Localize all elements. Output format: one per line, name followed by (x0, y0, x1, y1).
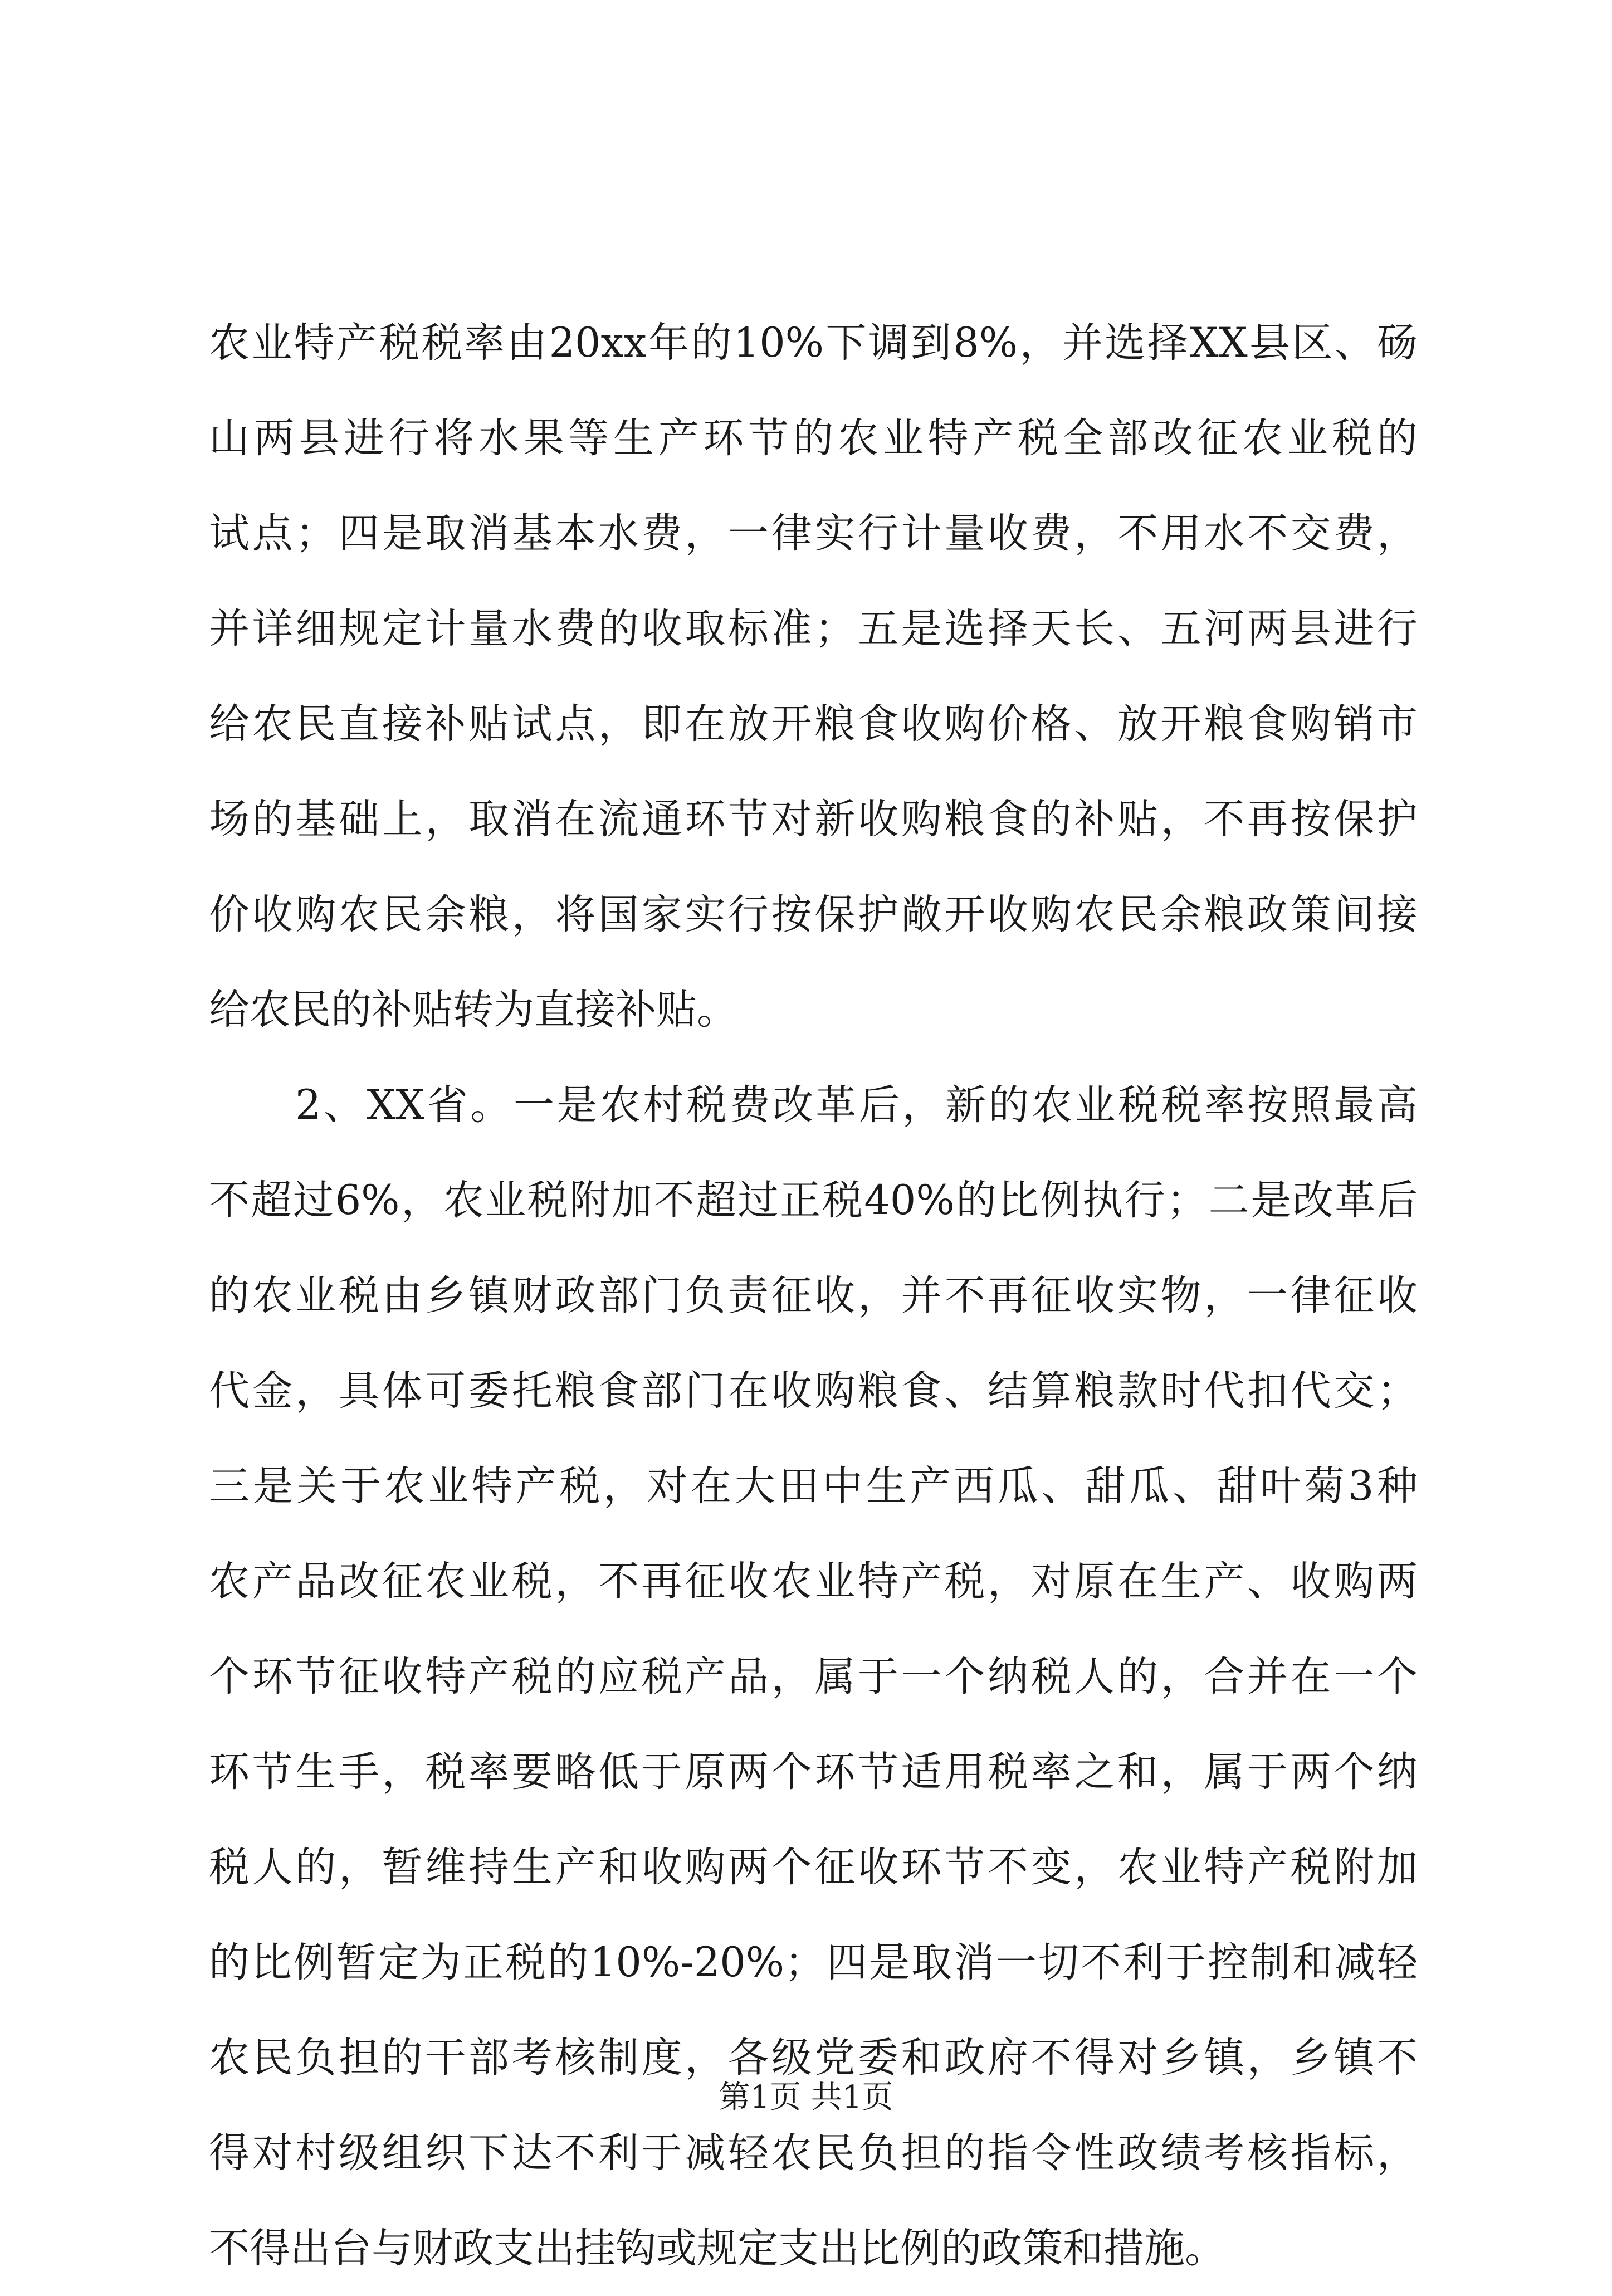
paragraph-1 (209, 295, 1418, 1057)
text-line: 税人的，暂维持生产和收购两个征收环节不变，农业特产税附加 (209, 1844, 1418, 1891)
text-line: 不超过6%，农业税附加不超过正税40%的比例执行；二是改革后 (209, 1177, 1418, 1224)
text-line: 2、XX省。一是农村税费改革后，新的农业税税率按照最高 (295, 1081, 1418, 1129)
text-line: 不得出台与财政支出挂钩或规定支出比例的政策和措施。 (209, 2225, 1225, 2272)
text-line: 得对村级组织下达不利于减轻农民负担的指令性政绩考核指标， (209, 2129, 1418, 2177)
text-line: 并详细规定计量水费的收取标准；五是选择天长、五河两县进行 (209, 605, 1418, 652)
text-line: 场的基础上，取消在流通环节对新收购粮食的补贴，不再按保护 (209, 796, 1418, 843)
text-line: 农产品改征农业税，不再征收农业特产税，对原在生产、收购两 (209, 1558, 1418, 1605)
text-line: 给农民的补贴转为直接补贴。 (209, 986, 737, 1034)
text-line: 的农业税由乡镇财政部门负责征收，并不再征收实物，一律征收 (209, 1272, 1418, 1319)
text-line: 价收购农民余粮，将国家实行按保护敞开收购农民余粮政策间接 (209, 891, 1418, 938)
text-line: 环节生手，税率要略低于原两个环节适用税率之和，属于两个纳 (209, 1748, 1418, 1796)
text-line: 给农民直接补贴试点，即在放开粮食收购价格、放开粮食购销市 (209, 700, 1418, 748)
text-line: 农业特产税税率由20xx年的10%下调到8%，并选择XX县区、砀 (209, 319, 1418, 367)
text-line: 的比例暂定为正税的10%-20%；四是取消一切不利于控制和减轻 (209, 1939, 1418, 1986)
text-line: 三是关于农业特产税，对在大田中生产西瓜、甜瓜、甜叶菊3种 (209, 1463, 1418, 1510)
text-line: 代金，具体可委托粮食部门在收购粮食、结算粮款时代扣代交； (209, 1367, 1418, 1415)
text-line: 试点；四是取消基本水费，一律实行计量收费，不用水不交费， (209, 510, 1418, 557)
page-number-footer: 第1页 共1页 (719, 2079, 893, 2115)
text-line: 个环节征收特产税的应税产品，属于一个纳税人的，合并在一个 (209, 1653, 1418, 1700)
text-line: 农民负担的干部考核制度，各级党委和政府不得对乡镇，乡镇不 (209, 2034, 1418, 2081)
text-line: 山两县进行将水果等生产环节的农业特产税全部改征农业税的 (209, 415, 1418, 462)
document-body (209, 295, 1418, 2296)
